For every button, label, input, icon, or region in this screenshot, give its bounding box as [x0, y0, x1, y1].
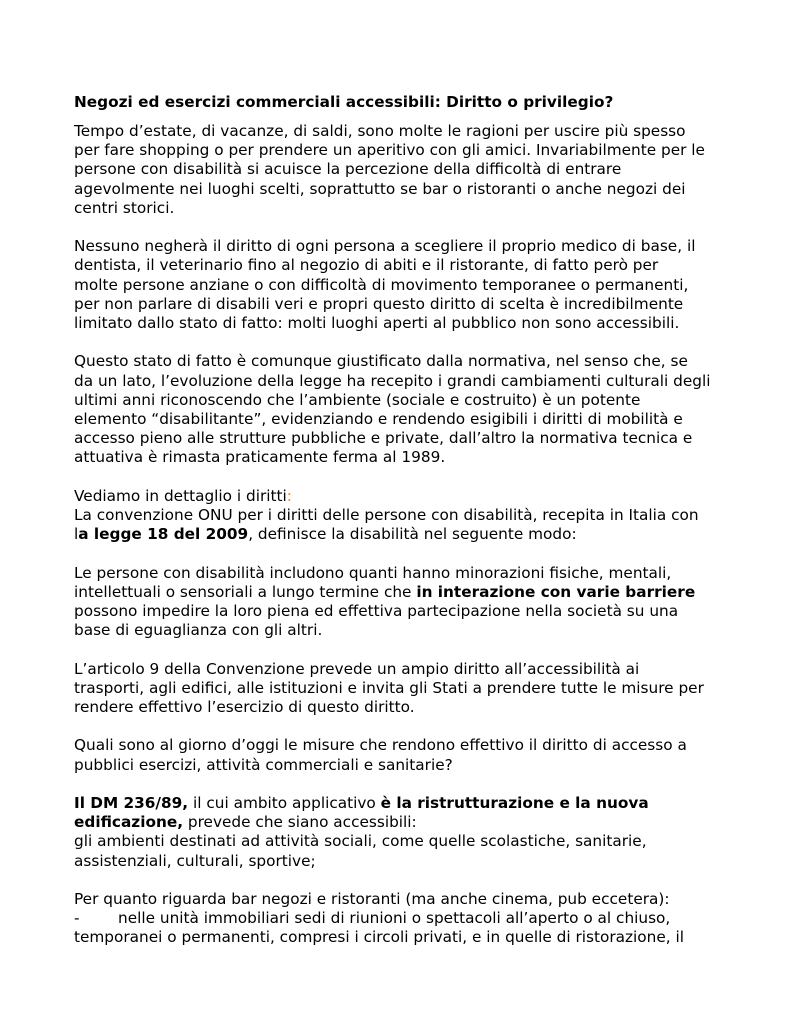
text-line: pubblici esercizi, attività commerciali e sanitarie?	[74, 755, 453, 774]
paragraph-gap	[74, 640, 734, 659]
text-line: rendere effettivo l’esercizio di questo diritto.	[74, 698, 415, 717]
list-item	[74, 909, 734, 928]
text-line: Tempo d’estate, di vacanze, di saldi, sono molte le ragioni per uscire più spesso	[74, 122, 686, 140]
accent-colon: :	[286, 486, 292, 505]
text-line: Per quanto riguarda bar negozi e ristoranti (ma anche cinema, pub eccetera):	[74, 890, 670, 908]
text-line	[74, 813, 734, 832]
text-line: Questo stato di fatto è comunque giustificato dalla normativa, nel senso che, se	[74, 352, 688, 371]
paragraph-article-9	[74, 660, 734, 718]
text-line: persone con disabilità si acuisce la percezione della difficoltà di entrare	[74, 160, 622, 179]
document-title: Negozi ed esercizi commerciali accessibili: Diritto o privilegio?	[74, 93, 614, 111]
paragraph-gap	[74, 717, 734, 736]
paragraph-bars-shops	[74, 890, 734, 948]
paragraph-question	[74, 736, 734, 774]
text-line	[74, 525, 734, 544]
text-line: L’articolo 9 della Convenzione prevede un ampio diritto all’accessibilità ai	[74, 659, 640, 678]
document-page	[74, 92, 734, 948]
text-line: ultimi anni riconoscendo che l’ambiente (sociale e costruito) è un potente	[74, 390, 641, 409]
text-line: agevolmente nei luoghi scelti, soprattutto se bar o ristoranti o anche negozi dei	[74, 179, 686, 198]
text-line: assistenziali, culturali, sportive;	[74, 851, 316, 870]
text-line	[74, 487, 734, 506]
text-line: da un lato, l’evoluzione della legge ha recepito i grandi cambiamenti culturali degli	[74, 371, 711, 390]
text-line: per non parlare di disabili veri e propri questo diritto di scelta è incredibilmente	[74, 294, 684, 313]
text-line: possono impedire la loro piena ed effettiva partecipazione nella società su una	[74, 602, 679, 621]
text-fragment: prevede che siano accessibili:	[183, 813, 417, 832]
text-line: gli ambienti destinati ad attività sociali, come quelle scolastiche, sanitarie,	[74, 832, 647, 851]
text-line: Nessuno negherà il diritto di ogni persona a scegliere il proprio medico di base, il	[74, 237, 696, 256]
paragraph-rights	[74, 487, 734, 545]
list-dash: -	[74, 909, 80, 928]
text-line: accesso pieno alle strutture pubbliche e private, dall’altro la normativa tecnica e	[74, 429, 693, 448]
paragraph-gap	[74, 871, 734, 890]
text-line: Le persone con disabilità includono quanti hanno minorazioni fisiche, mentali,	[74, 563, 672, 582]
text-fragment: intellettuali o sensoriali a lungo termine che	[74, 582, 417, 601]
text-line: Quali sono al giorno d’oggi le misure che rendono effettivo il diritto di accesso a	[74, 736, 687, 755]
emphasis-scope: è la ristrutturazione e la nuova	[380, 794, 649, 812]
text-line: dentista, il veterinario fino al negozio di abiti e il ristorante, di fatto però per	[74, 256, 659, 275]
paragraph-gap	[74, 468, 734, 487]
paragraph-gap	[74, 333, 734, 352]
text-line: elemento “disabilitante”, evidenziando e rendendo esigibili i diritti di mobilità e	[74, 410, 683, 429]
text-line: molte persone anziane o con difficoltà di movimento temporanee o permanenti,	[74, 275, 689, 294]
rights-heading: Vediamo in dettaglio i diritti	[74, 486, 287, 505]
text-fragment: , definisce la disabilità nel seguente modo:	[248, 525, 577, 544]
paragraph-intro	[74, 122, 734, 218]
paragraph-right-to-choose	[74, 237, 734, 333]
text-line: trasporti, agli edifici, alle istituzioni e invita gli Stati a prendere tutte le misure per	[74, 678, 704, 697]
text-line: base di eguaglianza con gli altri.	[74, 621, 323, 640]
paragraph-dm-236	[74, 794, 734, 871]
text-fragment: il cui ambito applicativo	[188, 794, 381, 812]
text-line	[74, 583, 734, 602]
law-reference: a legge 18 del 2009	[78, 525, 249, 544]
decree-reference: Il DM 236/89,	[74, 794, 189, 812]
text-line: attuativa è rimasta praticamente ferma al 1989.	[74, 448, 446, 467]
text-line: centri storici.	[74, 198, 175, 217]
paragraph-regulation	[74, 352, 734, 467]
paragraph-gap	[74, 775, 734, 794]
emphasis-barriers: in interazione con varie barriere	[416, 582, 696, 601]
paragraph-gap	[74, 544, 734, 563]
text-line: La convenzione ONU per i diritti delle persone con disabilità, recepita in Italia con	[74, 506, 699, 525]
text-line: temporanei o permanenti, compresi i circoli privati, e in quelle di ristorazione, il	[74, 928, 684, 947]
text-line: limitato dallo stato di fatto: molti luoghi aperti al pubblico non sono accessibili.	[74, 314, 680, 333]
text-fragment: l	[74, 525, 79, 544]
paragraph-definition	[74, 564, 734, 641]
emphasis-scope-cont: edificazione,	[74, 813, 184, 832]
text-fragment: nelle unità immobiliari sedi di riunioni o spettacoli all’aperto o al chiuso,	[118, 909, 671, 928]
text-line: per fare shopping o per prendere un aperitivo con gli amici. Invariabilmente per le	[74, 141, 705, 160]
text-line	[74, 794, 734, 813]
paragraph-gap	[74, 218, 734, 237]
